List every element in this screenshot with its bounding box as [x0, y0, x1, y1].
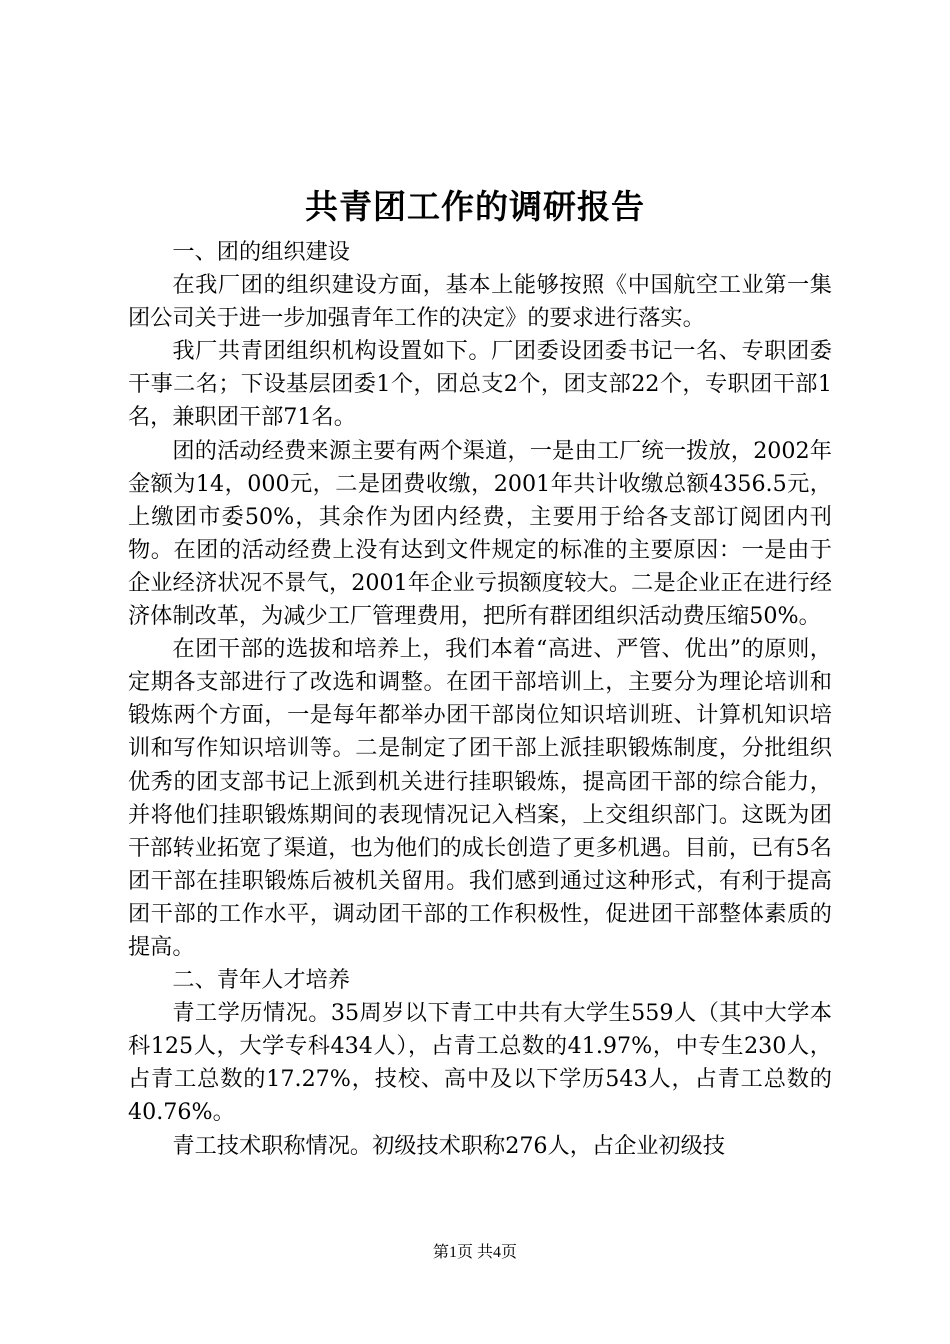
paragraph: 我厂共青团组织机构设置如下。厂团委设团委书记一名、专职团委干事二名；下设基层团委1个，团总支2个，团支部22个，专职团干部1名，兼职团干部71名。	[128, 338, 832, 431]
paragraph: 在团干部的选拔和培养上，我们本着“高进、严管、优出”的原则，定期各支部进行了改选和调整。在团干部培训上，主要分为理论培训和锻炼两个方面，一是每年都举办团干部岗位知识培训班、计算机知识培训和写作知识培训等。二是制定了团干部上派挂职锻炼制度，分批组织优秀的团支部书记上派到机关进行挂职锻炼，提高团干部的综合能力，并将他们挂职锻炼期间的表现情况记入档案，上交组织部门。这既为团干部转业拓宽了渠道，也为他们的成长创造了更多机遇。目前，已有5名团干部在挂职锻炼后被机关留用。我们感到通过这种形式，有利于提高团干部的工作水平，调动团干部的工作积极性，促进团干部整体素质的提高。	[128, 636, 832, 960]
document-title: 共青团工作的调研报告	[305, 187, 645, 226]
document-body	[128, 236, 832, 1163]
paragraph: 青工学历情况。35周岁以下青工中共有大学生559人（其中大学本科125人，大学专科434人），占青工总数的41.97%，中专生230人，占青工总数的17.27%，技校、高中及以下学历543人，占青工总数的40.76%。	[128, 1000, 832, 1126]
page-footer: 第1页 共4页	[432, 1244, 517, 1261]
section-heading-talent: 二、青年人才培养	[172, 967, 350, 994]
paragraph: 团的活动经费来源主要有两个渠道，一是由工厂统一拨放，2002年金额为14，000元，二是团费收缴，2001年共计收缴总额4356.5元，上缴团市委50%，其余作为团内经费，主要用于给各支部订阅团内刊物。在团的活动经费上没有达到文件规定的标准的主要原因：一是由于企业经济状况不景气，2001年企业亏损额度较大。二是企业正在进行经济体制改革，为减少工厂管理费用，把所有群团组织活动费压缩50%。	[128, 437, 832, 630]
paragraph: 青工技术职称情况。初级技术职称276人，占企业初级技	[172, 1132, 726, 1159]
section-heading-organization: 一、团的组织建设	[172, 239, 350, 265]
paragraph: 在我厂团的组织建设方面，基本上能够按照《中国航空工业第一集团公司关于进一步加强青年工作的决定》的要求进行落实。	[128, 272, 832, 332]
